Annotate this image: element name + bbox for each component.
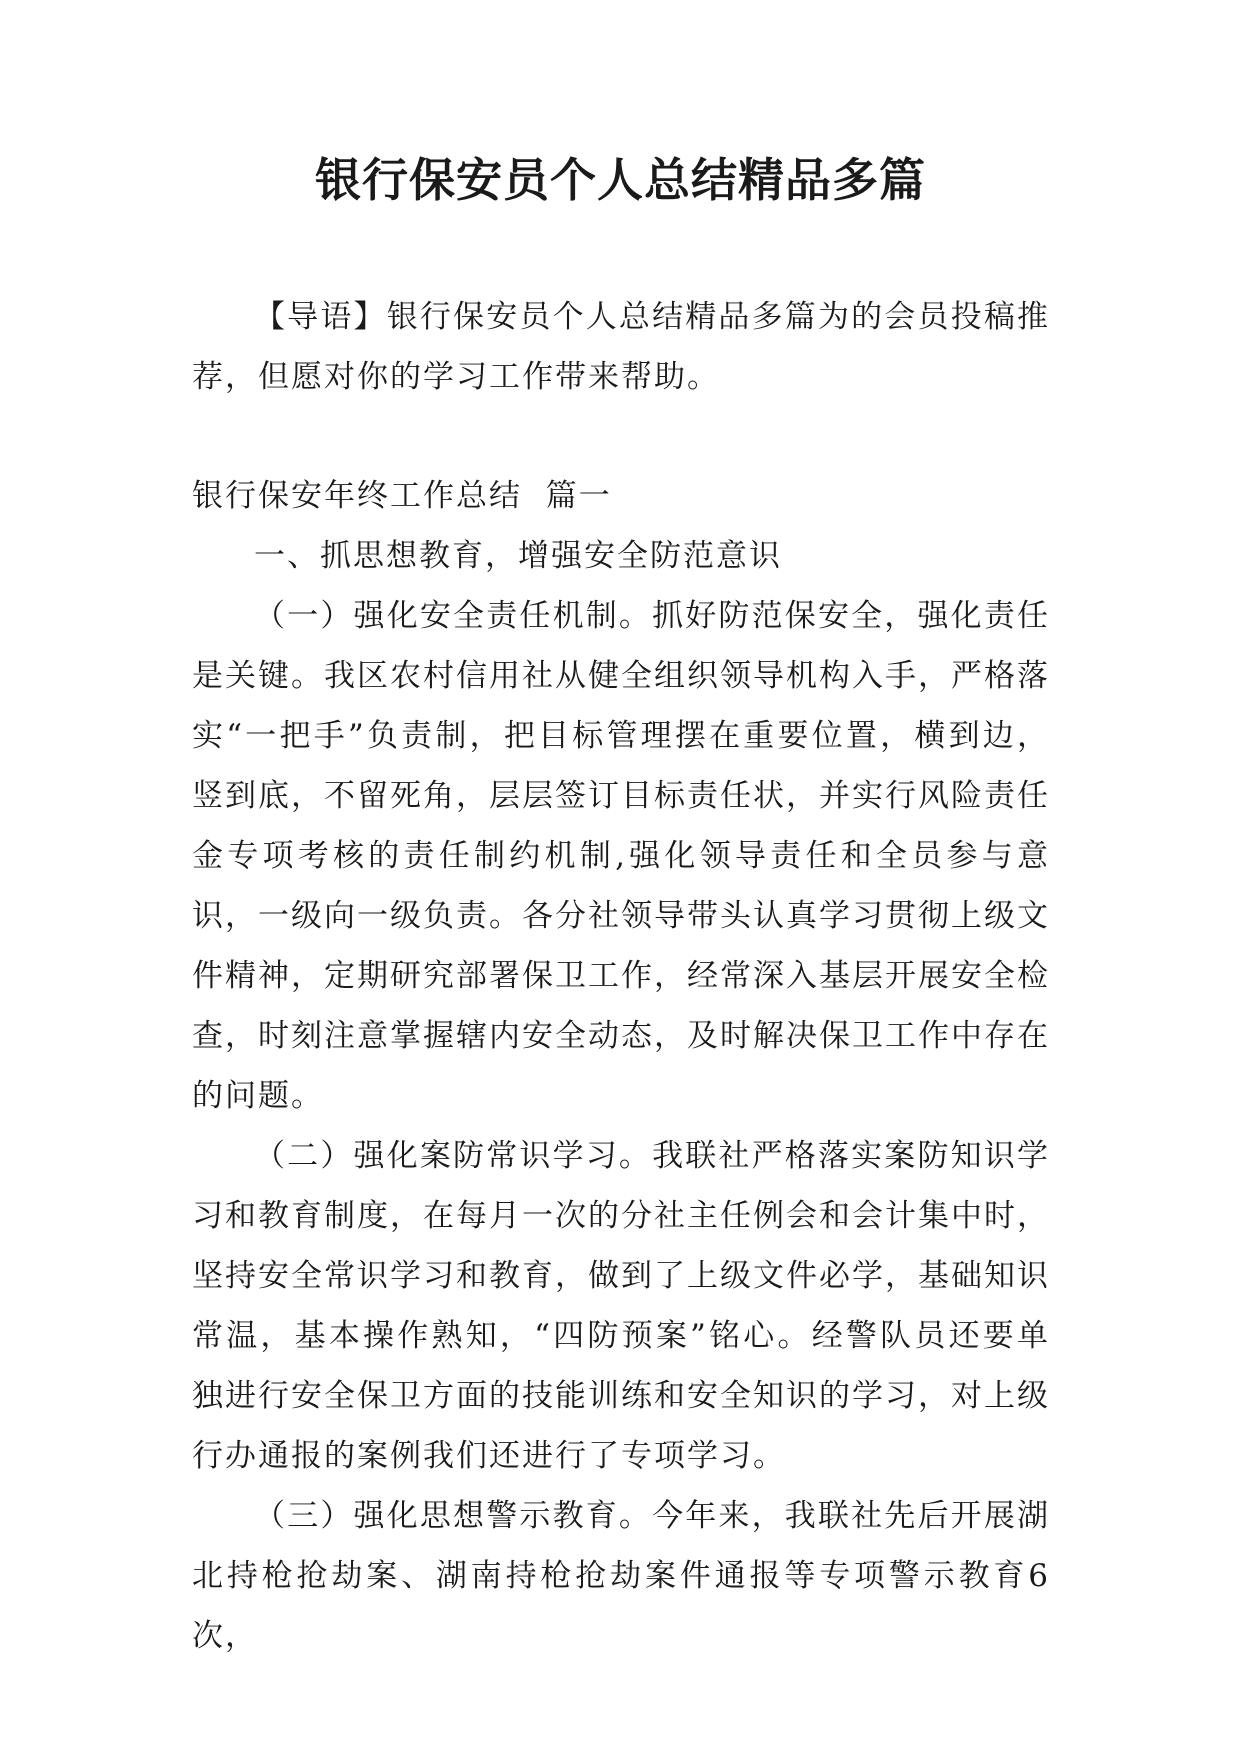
paragraph-2: （二）强化案防常识学习。我联社严格落实案防知识学习和教育制度，在每月一次的分社主任例会和会计集中时，坚持安全常识学习和教育，做到了上级文件必学，基础知识常温，基本操作熟知，“四防预案”铭心。经警队员还要单独进行安全保卫方面的技能训练和安全知识的学习，对上级行办通报的案例我们还进行了专项学习。: [192, 1138, 1050, 1474]
document-title: 银行保安员个人总结精品多篇: [315, 153, 926, 207]
section-heading: 银行保安年终工作总结 篇一: [192, 478, 612, 514]
paragraph-heading-1: 一、抓思想教育，增强安全防范意识: [254, 538, 782, 574]
paragraph-1: （一）强化安全责任机制。抓好防范保安全，强化责任是关键。我区农村信用社从健全组织领导机构入手，严格落实“一把手”负责制，把目标管理摆在重要位置，横到边，竖到底，不留死角，层层签订目标责任状，并实行风险责任金专项考核的责任制约机制,强化领导责任和全员参与意识，一级向一级负责。各分社领导带头认真学习贯彻上级文件精神，定期研究部署保卫工作，经常深入基层开展安全检查，时刻注意掌握辖内安全动态，及时解决保卫工作中存在的问题。: [192, 598, 1050, 1114]
intro-paragraph: 【导语】银行保安员个人总结精品多篇为的会员投稿推荐，但愿对你的学习工作带来帮助。: [192, 299, 1050, 395]
document-body: [192, 287, 1050, 1666]
paragraph-3: （三）强化思想警示教育。今年来，我联社先后开展湖北持枪抢劫案、湖南持枪抢劫案件通报等专项警示教育6次，: [192, 1498, 1050, 1654]
